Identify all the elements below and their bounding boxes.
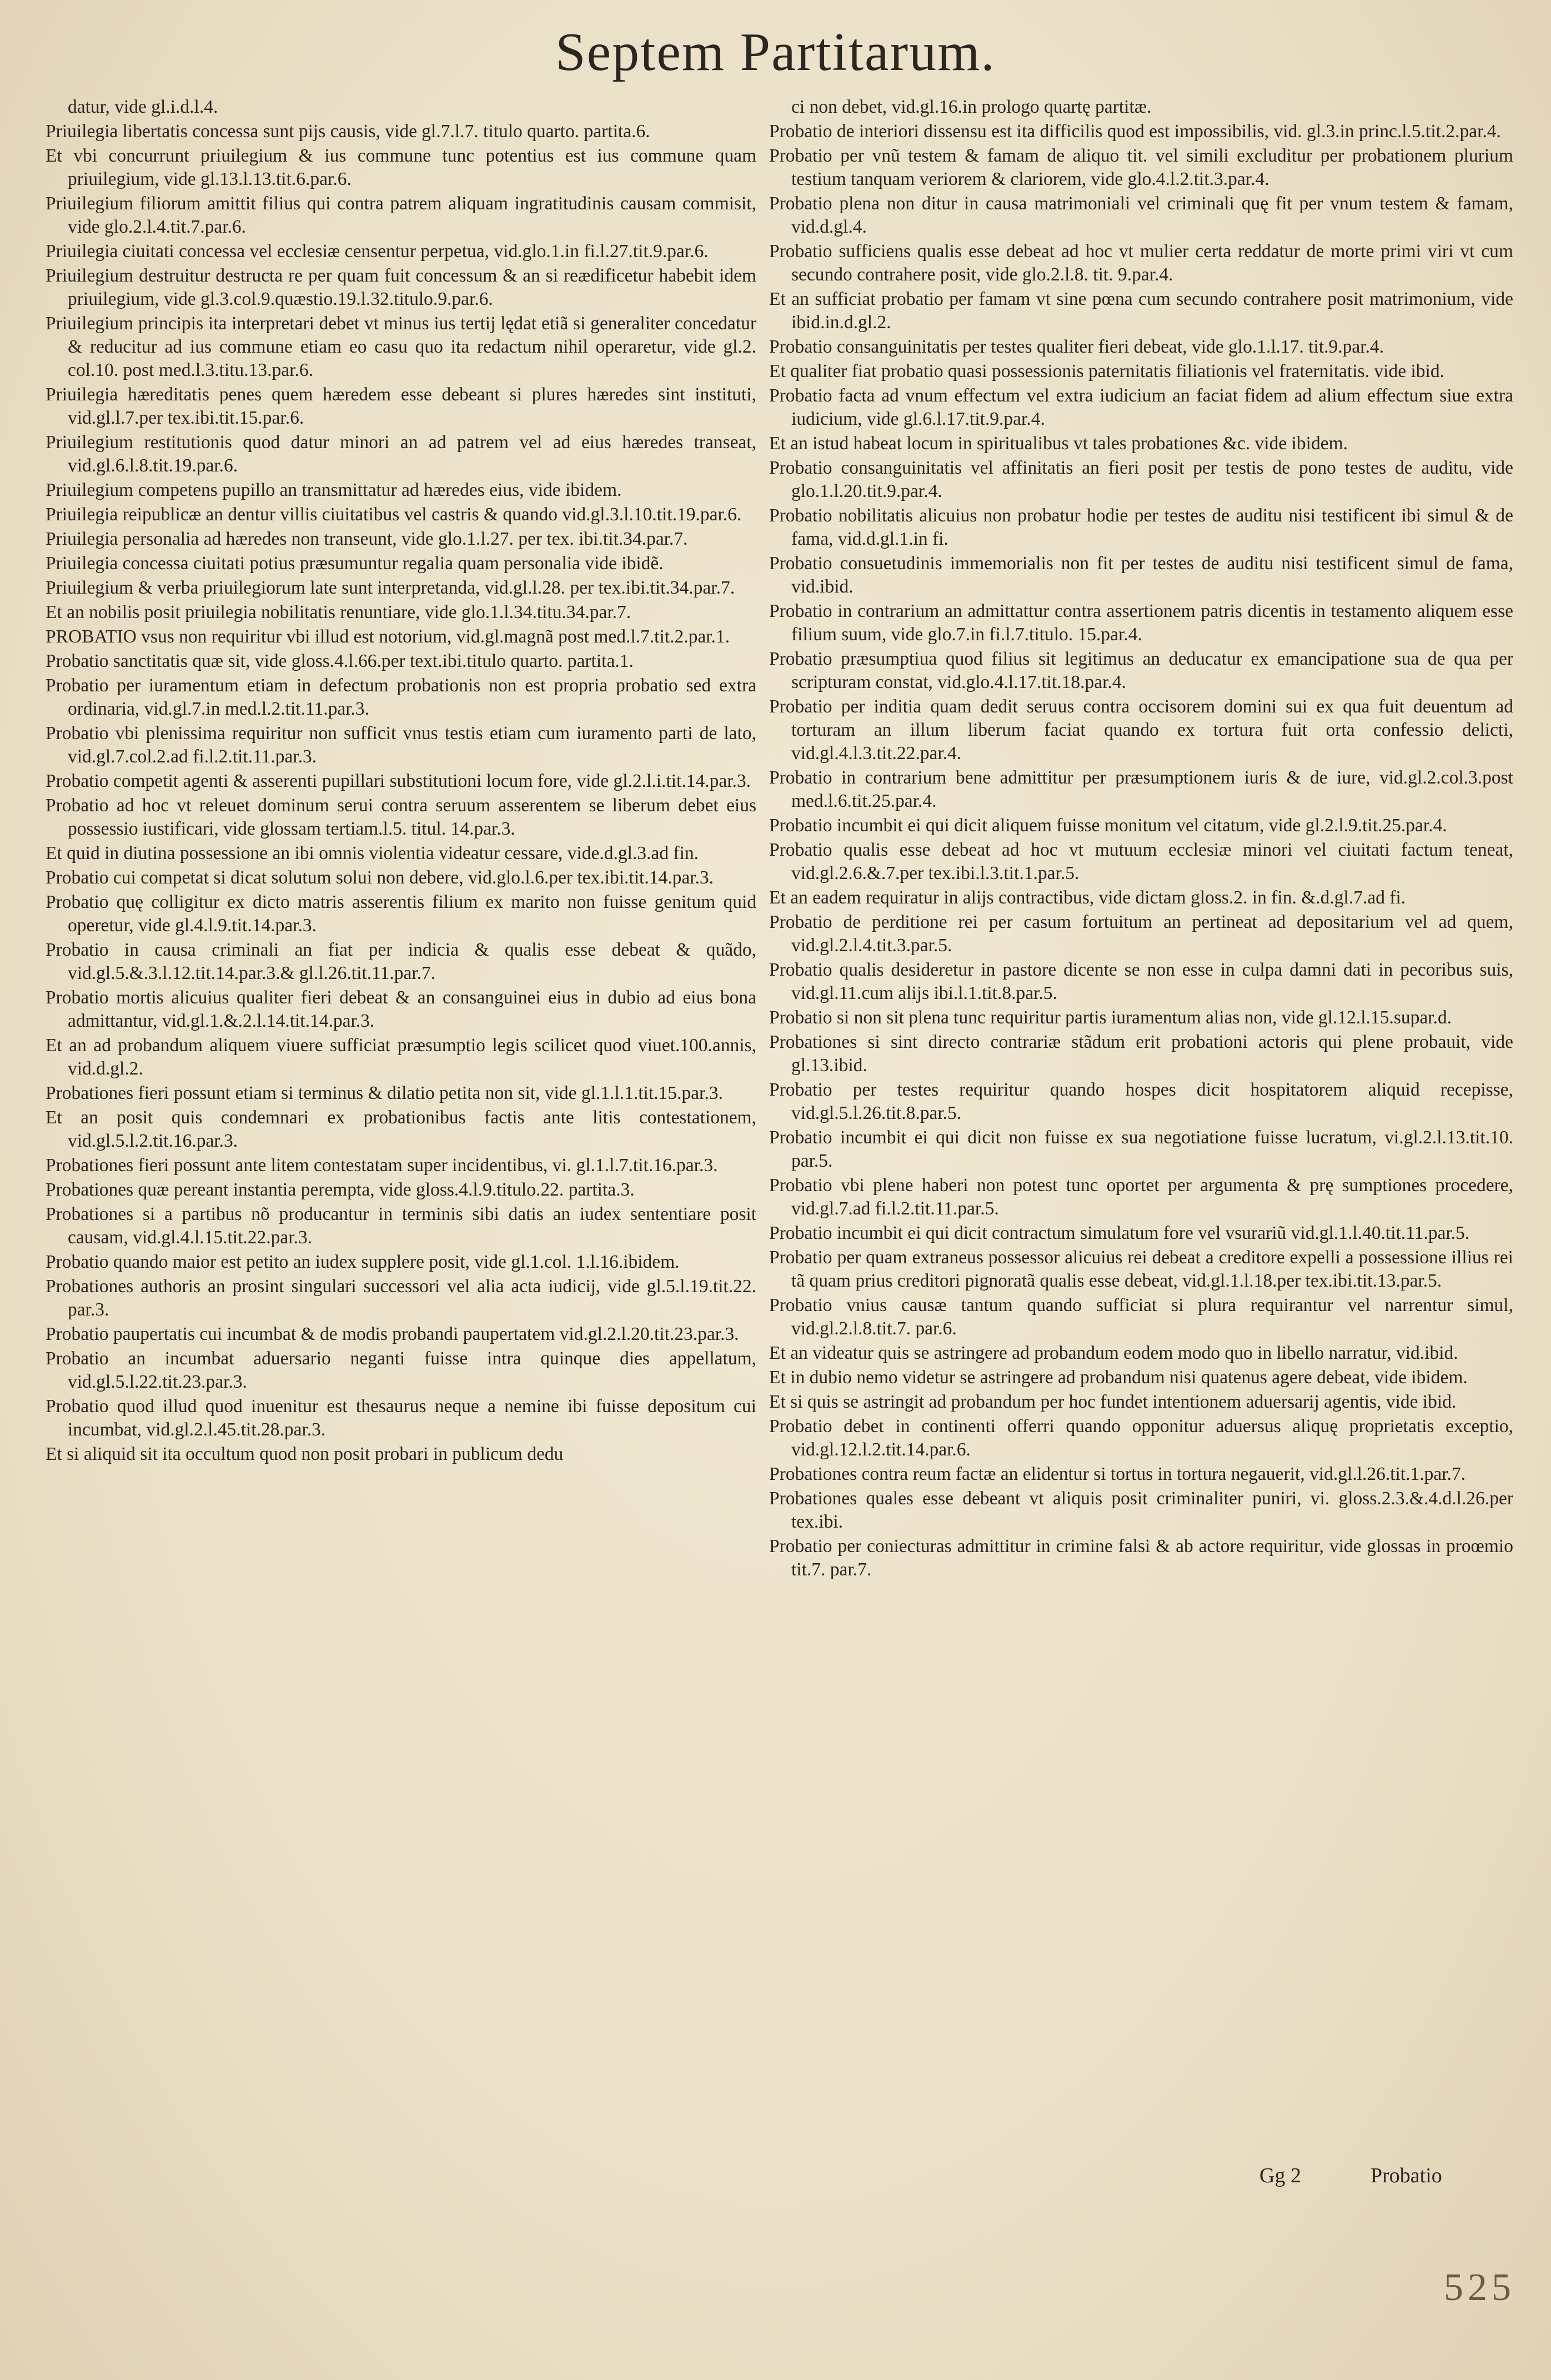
index-entry: Probationes fieri possunt etiam si terminus & dilatio petita non sit, vide gl.1.l.1.tit.15.par.3. xyxy=(46,1083,723,1103)
index-entry: Probatio incumbit ei qui dicit aliquem fuisse monitum vel citatum, vide gl.2.l.9.tit.25.par.4. xyxy=(769,815,1447,836)
index-entry: Priuilegia ciuitati concessa vel ecclesiæ censentur perpetua, vid.glo.1.in fi.l.27.tit.9.par.6. xyxy=(46,241,709,262)
index-entry: Probationes contra reum factæ an elidentur si tortus in tortura negauerit, vid.gl.l.26.tit.1.par.7. xyxy=(769,1464,1466,1484)
index-entry: ci non debet, vid.gl.16.in prologo quartę partitæ. xyxy=(791,97,1152,117)
index-entry: Probatio per testes requiritur quando hospes dicit hospitatorem aliquid recepisse, vid.gl.5.l.26.tit.8.par.5. xyxy=(769,1079,1513,1123)
right-column xyxy=(769,96,1513,2195)
index-entry: Probationes fieri possunt ante litem contestatam super incidentibus, vi. gl.1.l.7.tit.16.par.3. xyxy=(46,1155,718,1176)
index-entry: Et qualiter fiat probatio quasi possessionis paternitatis filiationis vel fraternitatis. vide ibid. xyxy=(769,361,1444,381)
index-entry: Priuilegium principis ita interpretari debet vt minus ius tertij lędat etiã si generaliter concedatur & reducitur ad ius commune etiam eo casu quo ita redactum nihil operaretur, vide gl.2. col.10. post med.l.3.titu.13.par.6. xyxy=(46,313,756,380)
index-entry: Probatio per vnũ testem & famam de aliquo tit. vel simili excluditur per probationem plurium testium tanquam veriorem & clariorem, vide glo.4.l.2.tit.3.par.4. xyxy=(769,145,1513,189)
catchword: Probatio xyxy=(1371,2164,1442,2187)
index-entry: Priuilegium destruitur destructa re per quam fuit concessum & an si reædificetur habebit idem priuilegium, vide gl.3.col.9.quæstio.19.l.32.titulo.9.par.6. xyxy=(46,265,756,309)
index-entry: Probatio quod illud quod inuenitur est thesaurus neque a nemine ibi fuisse depositum cui incumbat, vid.gl.2.l.45.tit.28.par.3. xyxy=(46,1396,756,1440)
index-entry: Probatio de interiori dissensu est ita difficilis quod est impossibilis, vid. gl.3.in princ.l.5.tit.2.par.4. xyxy=(769,121,1501,142)
index-entry: Probatio vnius causæ tantum quando sufficiat si plura requirantur vel narrentur simul, vid.gl.2.l.8.tit.7. par.6. xyxy=(769,1295,1513,1339)
index-entry: Et si aliquid sit ita occultum quod non posit probari in publicum dedu xyxy=(46,1444,564,1464)
index-entry: Et quid in diutina possessione an ibi omnis violentia videatur cessare, vide.d.gl.3.ad fin. xyxy=(46,843,699,863)
index-entry: Priuilegia concessa ciuitati potius præsumuntur regalia quam personalia vide ibidẽ. xyxy=(46,553,664,574)
index-entry: Probatio qualis esse debeat ad hoc vt mutuum ecclesiæ minori vel ciuitati factum teneat, vid.gl.2.6.&.7.per tex.ibi.l.3.tit.1.par.5. xyxy=(769,840,1513,883)
index-entry: Probatio competit agenti & asserenti pupillari substitutioni locum fore, vide gl.2.l.i.tit.14.par.3. xyxy=(46,771,751,791)
index-entry: Probatio nobilitatis alicuius non probatur hodie per testes de auditu nisi testificent ibi simul & de fama, vid.d.gl.1.in fi. xyxy=(769,505,1513,549)
index-entry: Et an posit quis condemnari ex probationibus factis ante litis contestationem, vid.gl.5.l.2.tit.16.par.3. xyxy=(46,1107,756,1151)
index-entry: Probatio consuetudinis immemorialis non fit per testes de auditu nisi testificent simul de fama, vid.ibid. xyxy=(769,553,1513,597)
index-entry: Et in dubio nemo videtur se astringere ad probandum nisi quatenus agere debeat, vide ibidem. xyxy=(769,1367,1468,1388)
index-entry: Priuilegium & verba priuilegiorum late sunt interpretanda, vid.gl.l.28. per tex.ibi.tit.34.par.7. xyxy=(46,578,735,598)
index-entry: Priuilegium restitutionis quod datur minori an ad patrem vel ad eius hæredes transeat, vid.gl.6.l.8.tit.19.par.6. xyxy=(46,432,756,476)
signature-mark: Gg 2 xyxy=(1259,2164,1301,2187)
index-entry: Probatio an incumbat aduersario neganti fuisse intra quinque dies appellatum, vid.gl.5.l.22.tit.23.par.3. xyxy=(46,1348,756,1392)
index-entry: Probatio sanctitatis quæ sit, vide gloss.4.l.66.per text.ibi.titulo quarto. partita.1. xyxy=(46,651,634,671)
index-entry: Priuilegium competens pupillo an transmittatur ad hæredes eius, vide ibidem. xyxy=(46,480,622,500)
index-entry: Probationes quæ pereant instantia perempta, vide gloss.4.l.9.titulo.22. partita.3. xyxy=(46,1179,635,1200)
index-entry: Probatio consanguinitatis per testes qualiter fieri debeat, vide glo.1.l.17. tit.9.par.4. xyxy=(769,337,1384,357)
left-column xyxy=(46,96,756,2195)
index-entry: Probatio quando maior est petito an iudex supplere posit, vide gl.1.col. 1.l.16.ibidem. xyxy=(46,1252,680,1272)
index-entry: Et an sufficiat probatio per famam vt sine pœna cum secundo contrahere posit matrimonium, vide ibid.in.d.gl.2. xyxy=(769,289,1513,333)
index-entry: Probatio vbi plenissima requiritur non sufficit vnus testis etiam cum iuramento parti de lato, vid.gl.7.col.2.ad fi.l.2.tit.11.par.3. xyxy=(46,723,756,767)
index-entry: Probatio vbi plene haberi non potest tunc oportet per argumenta & prę sumptiones procedere, vid.gl.7.ad fi.l.2.tit.11.par.5. xyxy=(769,1175,1513,1219)
index-entry: Probatio si non sit plena tunc requiritur partis iuramentum alias non, vide gl.12.l.15.supar.d. xyxy=(769,1007,1452,1028)
index-entry: Probatio ad hoc vt releuet dominum serui contra seruum asserentem se liberum debet eius possessio iustificari, vide glossam tertiam.l.5. titul. 14.par.3. xyxy=(46,795,756,839)
index-entry: Probatio in causa criminali an fiat per indicia & qualis esse debeat & quãdo, vid.gl.5.&.3.l.12.tit.14.par.3.& gl.l.26.tit.11.par.7. xyxy=(46,940,756,983)
index-entry: Probatio qualis desideretur in pastore dicente se non esse in culpa damni dati in pecoribus suis, vid.gl.11.cum alijs ibi.l.1.tit.8.par.5. xyxy=(769,960,1513,1003)
index-entry: Probatio incumbit ei qui dicit contractum simulatum fore vel vsurariũ vid.gl.1.l.40.tit.11.par.5. xyxy=(769,1223,1470,1243)
index-entry: Probatio sufficiens qualis esse debeat ad hoc vt mulier certa reddatur de morte primi viri vt cum secundo contrahere posit, vide glo.2.l.8. tit. 9.par.4. xyxy=(769,241,1513,285)
index-entry: Probatio in contrarium an admittattur contra assertionem patris dicentis in testamento aliquem esse filium suum, vide glo.7.in fi.l.7.titulo. 15.par.4. xyxy=(769,601,1513,645)
index-entry: Priuilegia personalia ad hæredes non transeunt, vide glo.1.l.27. per tex. ibi.tit.34.par.7. xyxy=(46,529,688,549)
index-entry: Probatio de perditione rei per casum fortuitum an pertineat ad depositarium vel ad quem, vid.gl.2.l.4.tit.3.par.5. xyxy=(769,912,1513,956)
index-entry: Et an videatur quis se astringere ad probandum eodem modo quo in libello narratur, vid.ibid. xyxy=(769,1343,1458,1363)
running-title: Septem Partitarum. xyxy=(555,22,996,82)
index-entry: Et si quis se astringit ad probandum per hoc fundet intentionem aduersarij agentis, vide ibid. xyxy=(769,1392,1457,1412)
index-entry: Probatio per iuramentum etiam in defectum probationis non est propria probatio sed extra ordinaria, vid.gl.7.in med.l.2.tit.11.par.3. xyxy=(46,675,756,719)
index-entry: Priuilegia libertatis concessa sunt pijs causis, vide gl.7.l.7. titulo quarto. partita.6. xyxy=(46,121,650,142)
index-entry: Probatio in contrarium bene admittitur per præsumptionem iuris & de iure, vid.gl.2.col.3.post med.l.6.tit.25.par.4. xyxy=(769,767,1513,811)
index-entry: datur, vide gl.i.d.l.4. xyxy=(68,97,218,117)
index-entry: Et an ad probandum aliquem viuere sufficiat præsumptio legis scilicet quod viuet.100.annis, vid.d.gl.2. xyxy=(46,1035,756,1079)
index-entry: Probatio consanguinitatis vel affinitatis an fieri posit per testis de pono testes de auditu, vide glo.1.l.20.tit.9.par.4. xyxy=(769,458,1513,501)
index-entry: Probatio quę colligitur ex dicto matris asserentis filium ex marito non fuisse genitum quid operetur, vide gl.4.l.9.tit.14.par.3. xyxy=(46,892,756,936)
index-entry: Probatio cui competat si dicat solutum solui non debere, vid.glo.l.6.per tex.ibi.tit.14.par.3. xyxy=(46,867,714,888)
index-entry: Probatio per inditia quam dedit seruus contra occisorem domini sui ex qua fuit deuentum ad torturam an illum liberum faciat quando ex tortura fuit orta confessio delicti, vid.gl.4.l.3.tit.22.par.4. xyxy=(769,696,1513,764)
index-entry: Probationes si a partibus nõ producantur in terminis sibi datis an iudex sententiare posit causam, vid.gl.4.l.15.tit.22.par.3. xyxy=(46,1204,756,1248)
handwritten-page-number: 525 xyxy=(1444,2266,1515,2309)
index-entry: Probatio per coniecturas admittitur in crimine falsi & ab actore requiritur, vide glossas in proœmio tit.7. par.7. xyxy=(769,1536,1513,1580)
index-entry: Probationes si sint directo contrariæ stãdum erit probationi actoris qui plene probauit, vide gl.13.ibid. xyxy=(769,1032,1513,1076)
index-entry: Probatio plena non ditur in causa matrimoniali vel criminali quę fit per vnum testem & famam, vid.d.gl.4. xyxy=(769,193,1513,237)
index-entry: Probatio facta ad vnum effectum vel extra iudicium an faciat fidem ad alium effectum siue extra iudicium, vide gl.6.l.17.tit.9.par.4. xyxy=(769,385,1513,429)
index-entry: PROBATIO vsus non requiritur vbi illud est notorium, vid.gl.magnã post med.l.7.tit.2.par.1. xyxy=(46,626,730,647)
index-entry: Et an eadem requiratur in alijs contractibus, vide dictam gloss.2. in fin. &.d.gl.7.ad fi. xyxy=(769,887,1406,908)
index-entry: Probationes authoris an prosint singulari successori vel alia acta iudicij, vide gl.5.l.19.tit.22. par.3. xyxy=(46,1276,756,1320)
index-entry: Probatio mortis alicuius qualiter fieri debeat & an consanguinei eius in dubio ad eius bona admittantur, vid.gl.1.&.2.l.14.tit.14.par.3. xyxy=(46,987,756,1031)
index-entry: Priuilegia hæreditatis penes quem hæredem esse debeant si plures hæredes sint instituti, vid.gl.l.7.per tex.ibi.tit.15.par.6. xyxy=(46,384,756,428)
index-entry: Priuilegia reipublicæ an dentur villis ciuitatibus vel castris & quando vid.gl.3.l.10.tit.19.par.6. xyxy=(46,504,742,525)
index-entry: Probationes quales esse debeant vt aliquis posit criminaliter puniri, vi. gloss.2.3.&.4.d.l.26.per tex.ibi. xyxy=(769,1488,1513,1532)
index-entry: Et vbi concurrunt priuilegium & ius commune tunc potentius est ius commune quam priuilegium, vide gl.13.l.13.tit.6.par.6. xyxy=(46,145,756,189)
index-entry: Probatio paupertatis cui incumbat & de modis probandi paupertatem vid.gl.2.l.20.tit.23.par.3. xyxy=(46,1324,739,1344)
index-entry: Probatio per quam extraneus possessor alicuius rei debeat a creditore expelli a possessione illius rei tã quam prius creditori pignoratã qualis esse debeat, vid.gl.1.l.18.per tex.ibi.tit.13.par.5. xyxy=(769,1247,1513,1291)
index-entry: Probatio incumbit ei qui dicit non fuisse ex sua negotiatione fuisse lucratum, vi.gl.2.l.13.tit.10. par.5. xyxy=(769,1127,1513,1171)
index-entry: Et an istud habeat locum in spiritualibus vt tales probationes &c. vide ibidem. xyxy=(769,433,1348,454)
index-entry: Priuilegium filiorum amittit filius qui contra patrem aliquam ingratitudinis causam commisit, vide glo.2.l.4.tit.7.par.6. xyxy=(46,193,756,237)
index-entry: Probatio præsumptiua quod filius sit legitimus an deducatur ex emancipatione sua de qua per scripturam constat, vid.glo.4.l.17.tit.18.par.4. xyxy=(769,649,1513,692)
index-entry: Et an nobilis posit priuilegia nobilitatis renuntiare, vide glo.1.l.34.titu.34.par.7. xyxy=(46,602,631,622)
index-entry: Probatio debet in continenti offerri quando opponitur aduersus aliquę proprietatis exceptio, vid.gl.12.l.2.tit.14.par.6. xyxy=(769,1416,1513,1460)
